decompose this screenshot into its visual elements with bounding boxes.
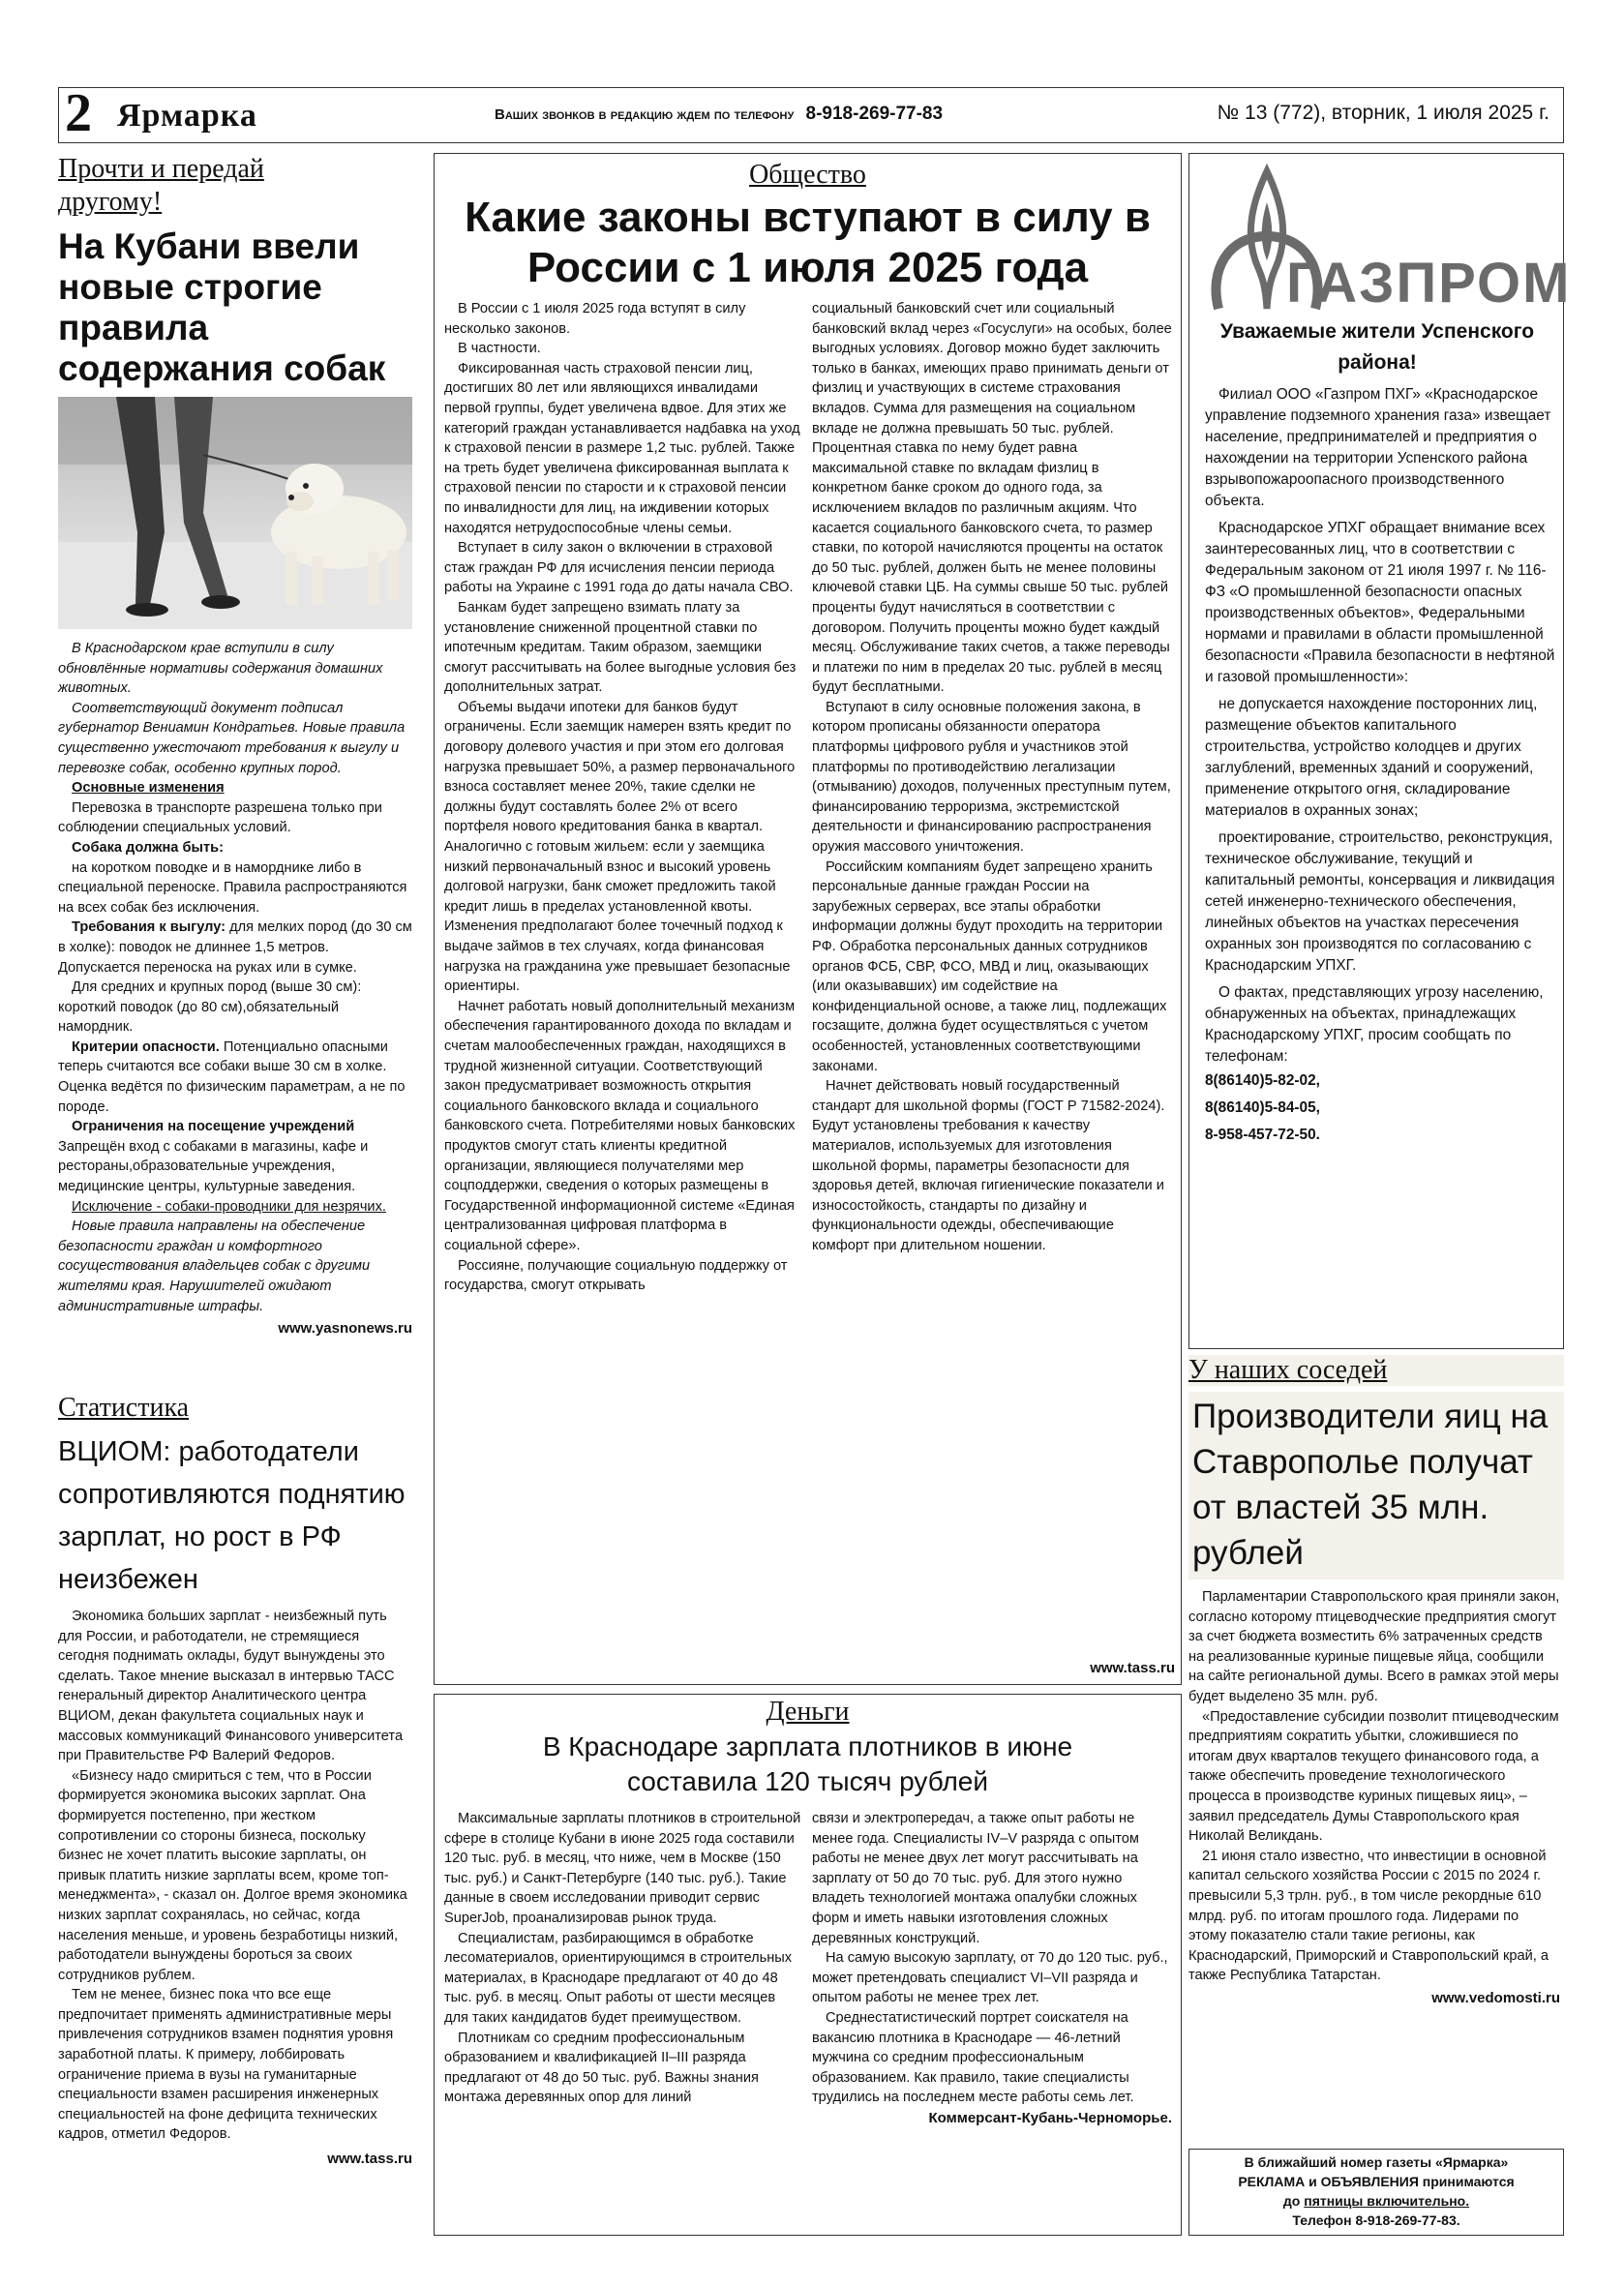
rubric: У наших соседей [1188, 1355, 1564, 1386]
masthead-title: Ярмарка [117, 98, 257, 134]
article-salary [434, 1694, 1182, 2236]
article-stats [58, 1392, 416, 2167]
article-body: Экономика больших зарплат - неизбежный путь для России, и работодатели, не стремящиеся сегодня поднимать оклады, будут вынуждены это сделать. Такое мнение высказал в интервью ТАСС генеральный директор Аналитического центра ВЦИОМ, декан факультета социальных наук и массовых коммуникаций Финансового университета при Правительстве РФ Валерий Федоров. «Бизнесу надо смириться с тем, что в России формируется экономика высоких зарплат. Она формируется постепенно, при жестком сопротивлении со стороны бизнеса, поскольку бизнес не хочет платить высокие зарплаты, он привык платить низкие зарплаты всем, кроме топ-менеджмента», - сказал он. Долгое время экономика низких зарплат сохранялась, но сейчас, когда населения меньше, и уровень безработицы низкий, работодатели вынуждены бороться за своих сотрудников рублем. Тем не менее, бизнес пока что все еще предпочитает применять административные меры привлечения сотрудников взамен поднятия уровня заработной платы. К примеру, лоббировать ограничение приема в вузы на гуманитарные специальности взамен расширения инженерных специальностей на фоне дефицита технических кадров, отметил Федоров. www.tass.ru [58, 1609, 412, 2168]
source-link[interactable]: www.tass.ru [1090, 1660, 1175, 1676]
notice-body: Филиал ООО «Газпром ПХГ» «Краснодарское управление подземного хранения газа» извещает население, предпринимателей и предприятия о нахождении на территории Успенского района взрывопожароопасного производственного объекта. Краснодарское УПХГ обращает внимание всех заинтересованных лиц, что в соответствии с Федеральным законом от 21 июля 1997 г. № 116-ФЗ «О промышленной безопасности опасных производственных объектов», Федеральными нормами и правилами в области промышленной безопасности «Правила безопасности в нефтяной и газовой промышленности»: не допускается нахождение посторонних лиц, размещение объектов капитального строительства, устройство колодцев и других заглублений, временных зданий и сооружений, применение открытого огня, складирование материалов в охранных зонах; проектирование, строительство, реконструкция, техническое обслуживание, текущий и капитальный ремонты, консервация и ликвидация сетей инженерно-технического обеспечения, линейных объектов на участках пересечения охранных зон производятся по согласованию с Краснодарским УПХГ. О фактах, представляющих угрозу населению, обнаруженных на объектах, принадлежащих Краснодарскому УПХГ, просим сообщать по телефонам: 8(86140)5-82-02, 8(86140)5-84-05, 8-958-457-72-50. [1205, 384, 1555, 1149]
ad-notice-box: В ближайший номер газеты «Ярмарка» РЕКЛАМА и ОБЪЯВЛЕНИЯ принимаются до пятницы включительно. Телефон 8-918-269-77-83. [1188, 2149, 1564, 2236]
source-link[interactable]: www.yasnonews.ru [278, 1320, 412, 1338]
source-link[interactable]: www.vedomosti.ru [1431, 1989, 1560, 2006]
laws-column-1: В России с 1 июля 2025 года вступят в силу несколько законов. В частности. Фиксированная часть страховой пенсии лиц, достигших 80 лет или являющихся инвалидами первой группы, будет увеличена вдвое. Для этих же категорий граждан устанавливается надбавка на уход к страховой пенсии в размере 1,2 тыс. рублей. Также на треть будет увеличена фиксированная выплата к страховой пенсии по старости и к страховой пенсии по инвалидности для лиц, на иждивении которых находятся нетрудоспособные члены семьи. Вступает в силу закон о включении в страховой стаж граждан РФ для исчисления пенсии периода работы на Украине с 1991 года до даты начала СВО. Банкам будет запрещено взимать плату за установление сниженной процентной ставки по ипотечным кредитам. Таким образом, заемщики смогут рассчитывать на более выгодные условия без дополнительных затрат. Объемы выдачи ипотеки для банков будут ограничены. Если заемщик намерен взять кредит по договору долевого участия и при этом его долговая нагрузка превышает 50%, а размер первоначального взноса составляет менее 20%, такие сделки не должны будут составлять более 2% от всего портфеля нового кредитования банка в квартал. Аналогично с готовым жильем: если у заемщика низкий первоначальный взнос и высокий уровень долговой нагрузки, банк сможет предложить такой кредит лишь в пределах установленной квоты. Изменения предполагают более точечный подход к выдаче займов в тех случаях, когда финансовая нагрузка на гражданина уже превышает безопасные ориентиры. Начнет работать новый дополнительный механизм обеспечения гарантированного дохода по вкладам и счетам малообеспеченных граждан, находящихся в трудной жизненной ситуации. Соответствующий закон предусматривает возможность открытия социального банковского вклада и социального банковского счета. Потребителями новых банковских продуктов смогут стать клиенты кредитной организации, являющиеся получателями мер соцподдержки, сведения о которых размещены в Государственной информационной системе «Единая централизованная цифровая платформа в социальной сфере». Россияне, получающие социальную поддержку от государства, смогут открывать [444, 301, 800, 1294]
salary-column-2: связи и электропередач, а также опыт работы не менее года. Специалисты IV–V разряда с опытом работы не менее двух лет могут рассчитывать на зарплату от 50 до 70 тыс. руб. Для этого нужно владеть технологией монтажа опалубки сложных форм и иметь навыки изготовления сложных деревянных конструкций. На самую высокую зарплату, от 70 до 120 тыс. руб., может претендовать специалист VI–VII разряда и опытом работы не менее трех лет. Среднестатистический портрет соискателя на вакансию плотника в Краснодаре — 46-летний мужчина со средним профессиональным образованием. Как правило, такие специалисты трудились на последнем месте работы семь лет. Коммерсант-Кубань-Черноморье. [812, 1811, 1172, 2126]
article-title: На Кубани ввели новые строгие правила содержания собак [58, 226, 386, 388]
page-number: 2 [65, 83, 92, 143]
dog-walking-illustration [58, 397, 412, 629]
gazprom-logo [1199, 164, 1572, 318]
article-title: В Краснодаре зарплата плотников в июне составила 120 тысяч рублей [542, 1731, 1073, 1796]
rubric: Прочти и передай другому! [58, 154, 264, 217]
phone-number[interactable]: Телефон 8-918-269-77-83. [1292, 2212, 1460, 2228]
source-credit: Коммерсант-Кубань-Черноморье. [928, 2109, 1172, 2126]
dog-photo [58, 397, 412, 629]
article-title: ВЦИОМ: работодатели сопротивляются поднятию зарплат, но рост в РФ неизбежен [58, 1436, 406, 1595]
rubric: Общество [749, 160, 866, 190]
gazprom-notice [1188, 153, 1572, 1349]
source-link[interactable]: www.tass.ru [327, 2151, 412, 2168]
article-body: Парламентарии Ставропольского края приняли закон, согласно которому птицеводческие предприятия смогут за счет бюджета возместить 6% затраченных средств на реализованные куриные пищевые яйца, сообщили на сайте региональной думы. Всего в рамках этой меры будет выделено 35 млн. руб. «Предоставление субсидии позволит птицеводческим предприятиям сократить убытки, сложившиеся по итогам двух кварталов текущего финансового года, а также обеспечить проведение технологического процесса в производстве куриных пищевых яиц», – заявил председатель Думы Ставропольского края Николай Великдань. 21 июня стало известно, что инвестиции в основной капитал сельского хозяйства России с 2015 по 2024 г. превысили 5,3 трлн. руб., в том числе рекордные 610 млрд. руб. по итогам прошлого года. Лидерами по этому показателю стали такие регионы, как Краснодарский, Приморский и Ставропольский край, а также Республика Татарстан. www.vedomosti.ru [1188, 1589, 1560, 2006]
salary-column-1: Максимальные зарплаты плотников в строительной сфере в столице Кубани в июне 2025 года составили 120 тыс. руб. в месяц, что ниже, чем в Москве (150 тыс. руб.) и Санкт-Петербурге (140 тыс. руб.). Такие данные в своем исследовании приводит сервис SuperJob, проанализировав рынок труда. Специалистам, разбирающимся в обработке лесоматериалов, ориентирующимся в строительных материалах, в Краснодаре предлагают от 40 до 48 тыс. руб. в месяц. Опыт работы от шести месяцев для таких кандидатов будет преимуществом. Плотникам со средним профессиональным образованием и квалификацией II–III разряда предлагают от 48 до 50 тыс. руб. Важны знания монтажа деревянных опор для линий [444, 1811, 801, 2106]
article-eggs [1188, 1355, 1564, 2006]
phone-number[interactable]: 8(86140)5-82-02, [1205, 1072, 1320, 1089]
article-body: В Краснодарском крае вступили в силу обновлённые нормативы содержания домашних животных. Соответствующий документ подписал губернатор Вениамин Кондратьев. Новые правила существенно ужесточают требования к выгулу и перевозке собак, особенно крупных пород. Основные изменения Перевозка в транспорте разрешена только при соблюдении специальных условий. Собака должна быть: на коротком поводке и в наморднике либо в специальной переноске. Правила распространяются на всех собак без исключения. Требования к выгулу: для мелких пород (до 30 см в холке): поводок не длиннее 1,5 метров. Допускается переноска на руках или в сумке. Для средних и крупных пород (выше 30 см): короткий поводок (до 80 см),обязательный намордник. Критерии опасности. Потенциально опасными теперь считаются все собаки выше 30 см в холке. Оценка ведётся по физическим параметрам, а не по породе. Ограничения на посещение учреждений Запрещён вход с собаками в магазины, кафе и рестораны,образовательные учреждения, медицинские центры, культурные заведения. Исключение - собаки-проводники для незрячих. Новые правила направлены на обеспечение безопасности граждан и комфортного сосуществования владельцев собак с другими жителями края. Нарушителей ожидают административные штрафы. www.yasnonews.ru [58, 641, 412, 1338]
gazprom-wordmark: ГАЗПРОМ [1286, 252, 1572, 315]
header-phone-note: Ваших звонков в редакцию ждем по телефону 8-918-269-77-83 [495, 104, 944, 124]
rubric: Деньги [766, 1697, 850, 1727]
rubric: Статистика [58, 1393, 190, 1423]
article-dogs [58, 153, 416, 1337]
article-title: Производители яиц на Ставрополье получат от властей 35 млн. рублей [1188, 1392, 1564, 1580]
laws-column-2: социальный банковский счет или социальный банковский вклад через «Госуслуги» на особых, более выгодных условиях. Договор можно будет заключить только в банках, имеющих право принимать деньги от физлиц и участвующих в системе страхования вкладов. Сумма для размещения на социальном вкладе не должна превышать 50 тыс. рублей. Процентная ставка по нему будет равна максимальной ставке по вкладам физлиц в конкретном банке сроком до одного года, за исключением вкладов по различным акциям. Что касается социального банковского счета, то размер ставки, по которой начисляются проценты на остаток до 50 тыс. рублей, должен быть не менее половины ключевой ставки ЦБ. На суммы свыше 50 тыс. рублей проценты будут начисляться в соответствии с договором. Получить проценты можно будет каждый месяц. Обслуживание таких счетов, а также переводы и платежи по ним в пределах 20 тыс. рублей в месяц будут бесплатными. Вступают в силу основные положения закона, в котором прописаны обязанности оператора платформы цифрового рубля и участников этой платформы по противодействию легализации (отмыванию) доходов, полученных преступным путем, финансированию терроризма, экстремистской деятельности и финансированию распространения оружия массового уничтожения. Российским компаниям будет запрещено хранить персональные данные граждан России на зарубежных серверах, все этапы обработки информации должны будут проходить на территории РФ. Обработка персональных данных сотрудников органов ФСБ, СВР, ФСО, МВД и лиц, оказывающих (или оказывавших) им содействие на конфиденциальной основе, а также лиц, подлежащих госзащите, должна будет осуществляться с учетом особенностей, установленных соответствующими законами. Начнет действовать новый государственный стандарт для школьной формы (ГОСТ Р 71582-2024). Будут установлены требования к качеству материалов, используемых для изготовления школьной формы, параметры безопасности для здоровья детей, включая гигиенические показатели и износостойкость, стандарты по дизайну и функциональности одежды, обеспечивающие комфорт при длительном ношении. [812, 301, 1172, 1253]
article-laws [434, 153, 1182, 1685]
phone-number[interactable]: 8-958-457-72-50. [1205, 1127, 1320, 1143]
article-title: Какие законы вступают в силу в России с 1 июля 2025 года [465, 194, 1151, 291]
phone-number[interactable]: 8(86140)5-84-05, [1205, 1099, 1320, 1116]
issue-info: № 13 (772), вторник, 1 июля 2025 г. [1217, 102, 1549, 124]
notice-title: Уважаемые жители Успенского района! [1219, 320, 1535, 374]
page-header [58, 83, 1564, 143]
